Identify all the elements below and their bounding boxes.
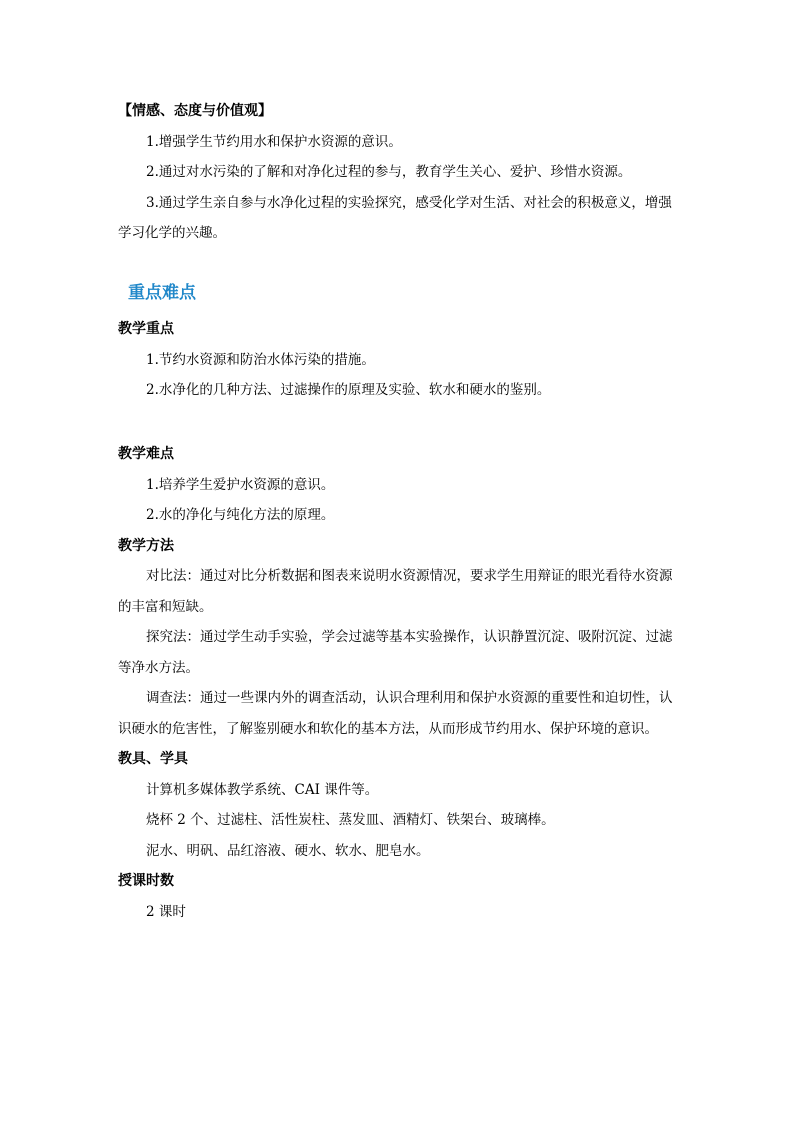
attitude-section [118,96,678,249]
hours-value: 2 课时 [146,903,186,920]
key-point-item: 2.水净化的几种方法、过滤操作的原理及实验、软水和硬水的鉴别。 [146,382,551,398]
attitude-item: 1.增强学生节约用水和保护水资源的意识。 [146,133,402,150]
difficult-points-heading: 教学难点 [118,446,174,462]
section-title-key-difficult: 重点难点 [128,283,196,303]
tool-item: 泥水、明矾、品红溶液、硬水、软水、肥皂水。 [146,842,430,859]
method-item: 对比法：通过对比分析数据和图表来说明水资源情况，要求学生用辩证的眼光看待水资源的丰富和短缺。 [118,568,673,615]
tool-item: 计算机多媒体教学系统、CAI 课件等。 [146,781,379,798]
tool-item: 烧杯 2 个、过滤柱、活性炭柱、蒸发皿、酒精灯、铁架台、玻璃棒。 [146,812,555,828]
method-item: 调查法：通过一些课内外的调查活动，认识合理利用和保护水资源的重要性和迫切性，认识硬水的危害性，了解鉴别硬水和软化的基本方法，从而形成节约用水、保护环境的意识。 [118,690,673,737]
key-points-heading: 教学重点 [118,321,174,337]
tools-heading: 教具、学具 [118,751,188,767]
methods-heading: 教学方法 [118,537,174,554]
key-points-section [118,314,678,406]
difficult-point-item: 1.培养学生爱护水资源的意识。 [146,476,335,493]
method-item: 探究法：通过学生动手实验，学会过滤等基本实验操作，认识静置沉淀、吸附沉淀、过滤等净水方法。 [118,629,673,676]
attitude-heading: 【情感、态度与价值观】 [118,103,272,119]
hours-heading: 授课时数 [118,873,174,889]
attitude-item: 2.通过对水污染的了解和对净化过程的参与，教育学生关心、爱护、珍惜水资源。 [146,164,632,180]
key-point-item: 1.节约水资源和防治水体污染的措施。 [146,351,375,368]
difficult-point-item: 2.水的净化与纯化方法的原理。 [146,507,335,523]
attitude-item: 3.通过学生亲自参与水净化过程的实验探究，感受化学对生活、对社会的积极意义，增强学习化学的兴趣。 [118,194,672,241]
difficult-points-section [118,439,678,927]
